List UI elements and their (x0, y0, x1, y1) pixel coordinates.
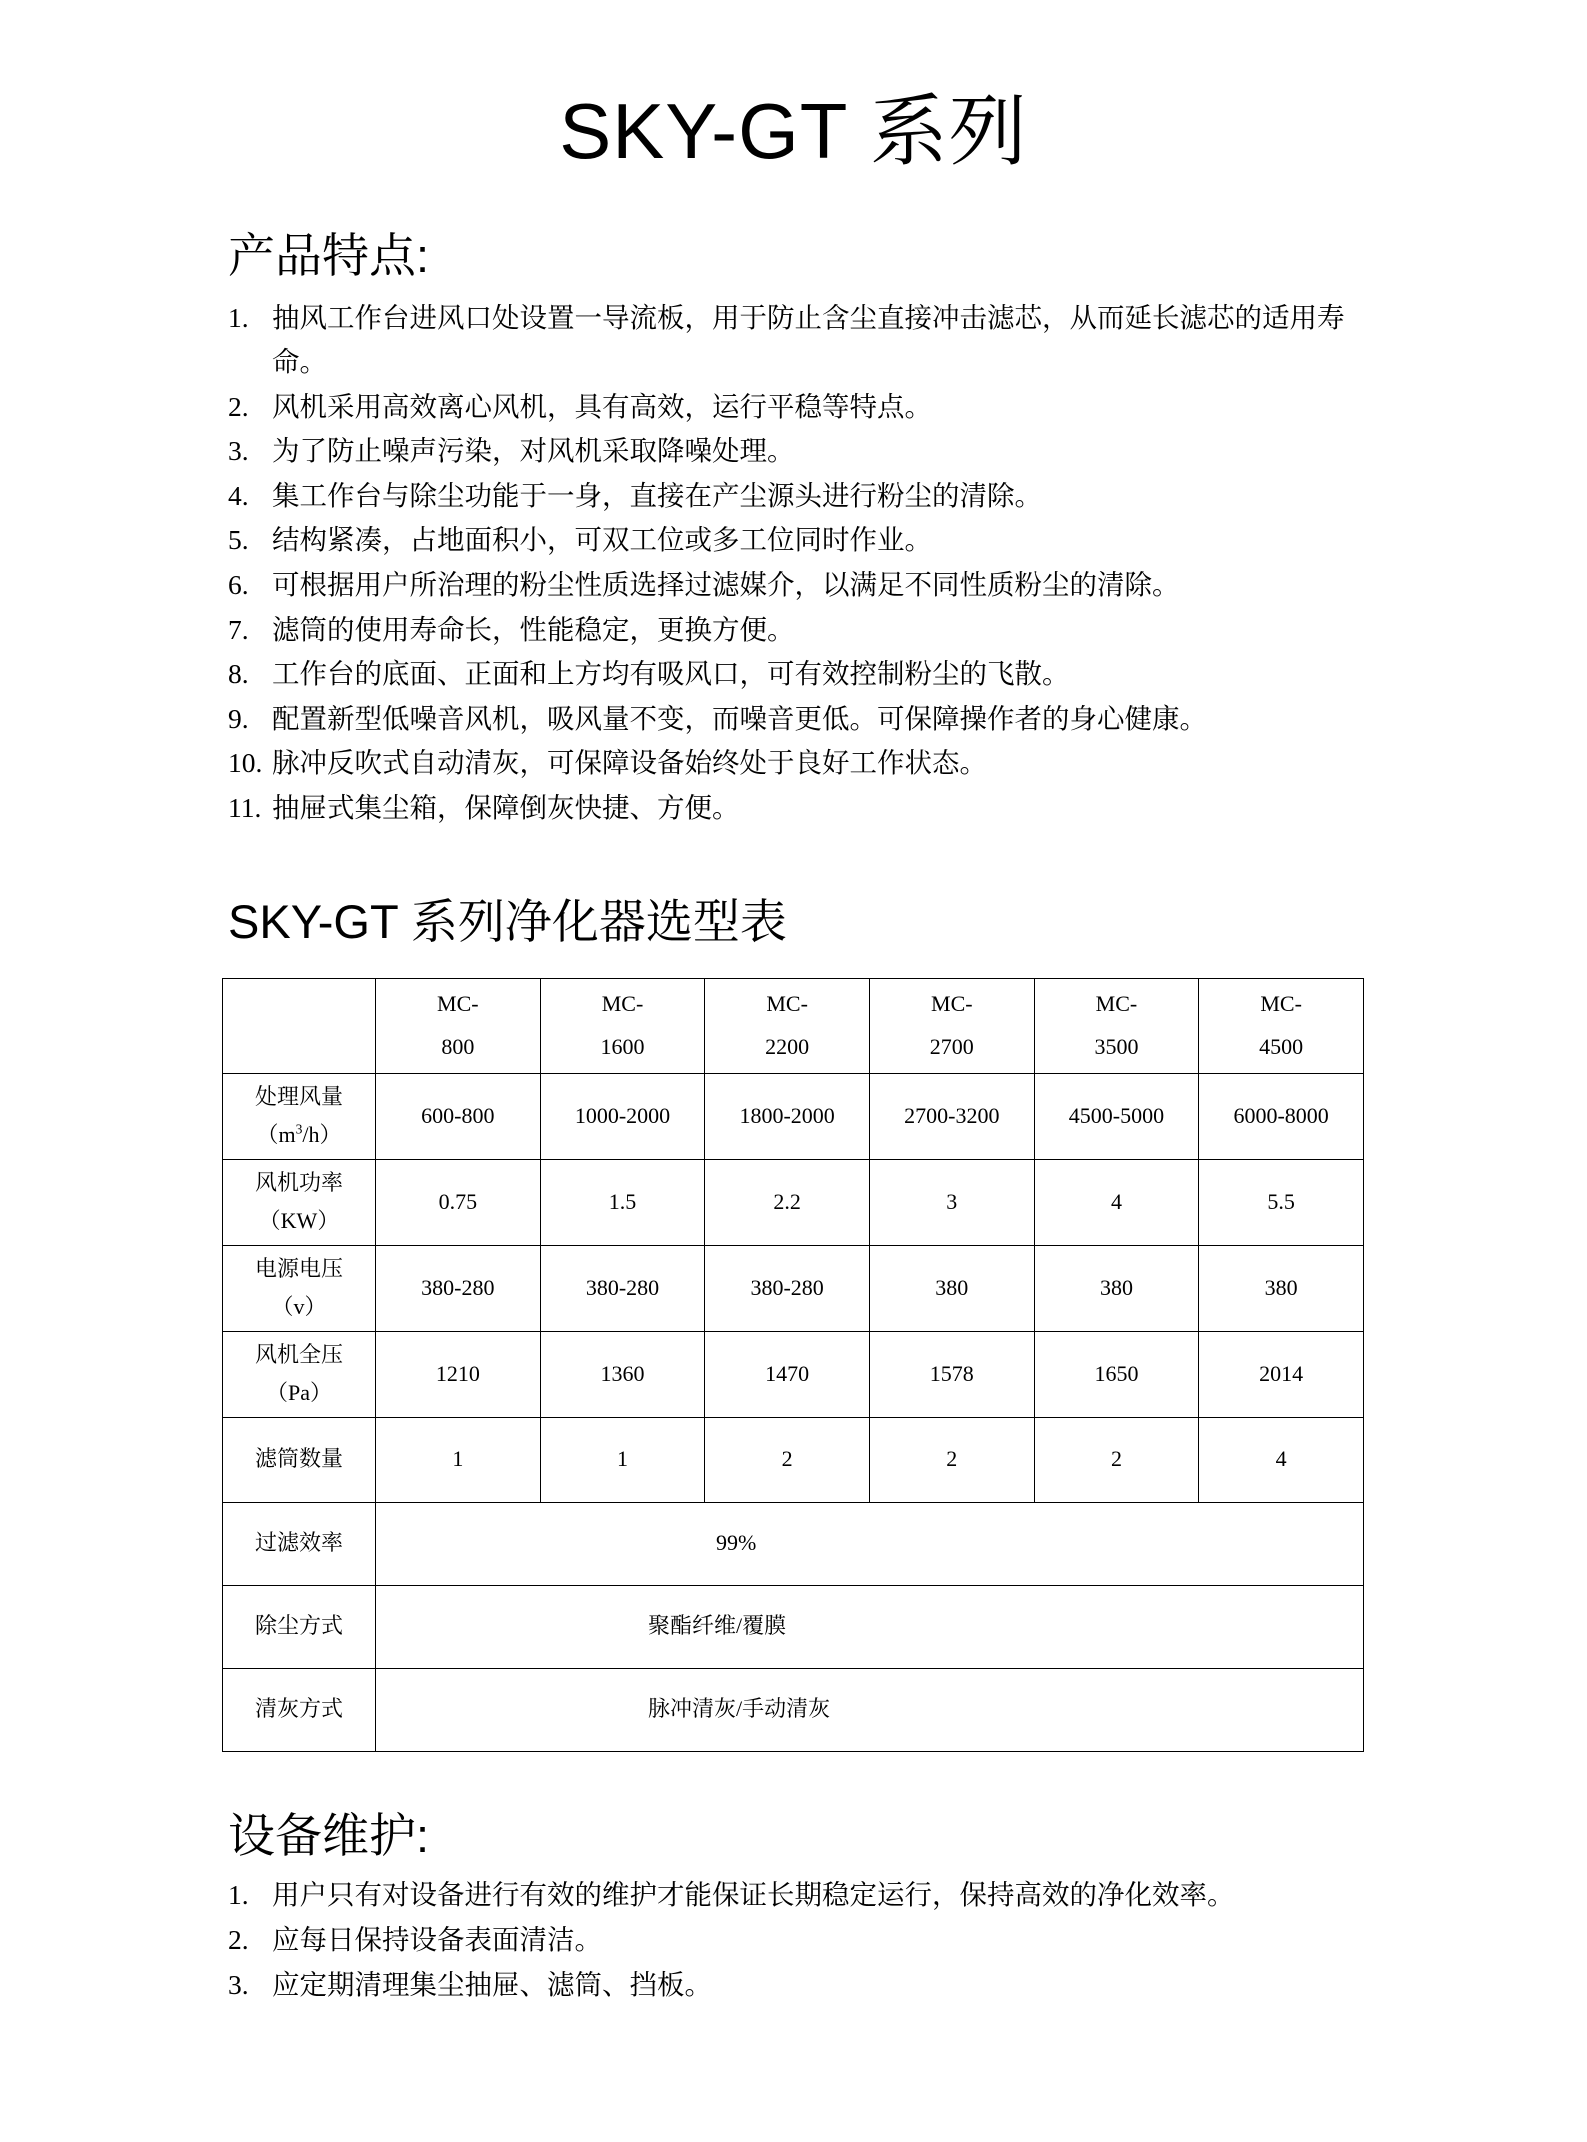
model-number: 2200 (765, 1033, 810, 1059)
feature-item-text: 工作台的底面、正面和上方均有吸风口，可有效控制粉尘的飞散。 (272, 658, 1070, 690)
table-cell: 600-800 (376, 1073, 541, 1159)
feature-item-number: 9. (228, 702, 249, 734)
spec-table-wrapper (0, 948, 1587, 1752)
table-merged-row (223, 1585, 1364, 1668)
feature-item (228, 385, 1587, 430)
feature-item-number: 1. (228, 301, 249, 333)
row-label-line1: 风机全压 (254, 1341, 343, 1367)
table-row-label (223, 1159, 376, 1245)
row-label-line2: $(m^3/h)$ (256, 1121, 342, 1148)
page-title: SKY-GT 系列 (559, 87, 1028, 175)
features-heading: 产品特点: (228, 229, 430, 282)
feature-item-text: 为了防止噪声污染，对风机采取降噪处理。 (272, 435, 795, 467)
maintenance-item (228, 1918, 1587, 1963)
maintenance-item-number: 3. (228, 1968, 249, 2000)
row-label-line1: 处理风量 (254, 1083, 343, 1109)
table-cell: 380 (1199, 1245, 1364, 1331)
model-number: 4500 (1259, 1033, 1304, 1059)
table-cell: 380 (1034, 1245, 1199, 1331)
table-cell: 4 (1199, 1417, 1364, 1502)
table-model-header (705, 978, 870, 1073)
table-row-label: 除尘方式 (223, 1585, 376, 1668)
table-row (223, 1073, 1364, 1159)
table-cell: 1800-2000 (705, 1073, 870, 1159)
table-cell: 0.75 (376, 1159, 541, 1245)
table-cell: 380 (869, 1245, 1034, 1331)
feature-item (228, 697, 1587, 742)
feature-item-number: 7. (228, 613, 249, 645)
feature-item-text: 抽风工作台进风口处设置一导流板，用于防止含尘直接冲击滤芯，从而延长滤芯的适用寿命。 (272, 301, 1345, 378)
table-cell: 2 (705, 1417, 870, 1502)
maintenance-item (228, 1963, 1587, 2008)
row-label-line1: 滤筒数量 (254, 1446, 343, 1472)
maintenance-heading: 设备维护: (228, 1808, 430, 1862)
model-prefix: MC- (931, 990, 973, 1016)
model-prefix: MC- (766, 990, 808, 1016)
table-merged-cell: 99% (376, 1502, 1364, 1585)
table-cell: 1360 (540, 1331, 705, 1417)
unit-superscript: 3 (295, 1121, 303, 1137)
table-row (223, 1417, 1364, 1502)
table-cell: 380-280 (705, 1245, 870, 1331)
table-cell: 380-280 (376, 1245, 541, 1331)
table-model-header (869, 978, 1034, 1073)
feature-item (228, 741, 1587, 786)
table-row-label: 过滤效率 (223, 1502, 376, 1585)
table-cell: 1470 (705, 1331, 870, 1417)
feature-item (228, 518, 1587, 563)
feature-item (228, 296, 1587, 385)
table-row-label: 清灰方式 (223, 1668, 376, 1751)
feature-item-text: 抽屉式集尘箱，保障倒灰快捷、方便。 (272, 791, 740, 823)
spec-table (222, 978, 1364, 1752)
table-merged-row (223, 1502, 1364, 1585)
table-row (223, 1159, 1364, 1245)
features-list (0, 282, 1587, 831)
model-number: 2700 (929, 1033, 974, 1059)
maintenance-item-text: 应定期清理集尘抽屉、滤筒、挡板。 (272, 1968, 712, 2000)
table-merged-row (223, 1668, 1364, 1751)
model-prefix: MC- (437, 990, 479, 1016)
model-prefix: MC- (1095, 990, 1138, 1016)
model-number: 3500 (1094, 1033, 1139, 1059)
feature-item (228, 786, 1587, 831)
table-row (223, 1245, 1364, 1331)
table-header-row (223, 978, 1364, 1073)
table-model-header (1034, 978, 1199, 1073)
table-cell: 4500-5000 (1034, 1073, 1199, 1159)
maintenance-item-text: 应每日保持设备表面清洁。 (272, 1923, 602, 1955)
feature-item-number: 8. (228, 658, 249, 690)
row-label-line2: （KW） (258, 1208, 340, 1234)
feature-item (228, 652, 1587, 697)
table-row-label (223, 1331, 376, 1417)
feature-item-text: 结构紧凑，占地面积小，可双工位或多工位同时作业。 (272, 524, 932, 556)
table-cell: 2 (869, 1417, 1034, 1502)
model-number: 1600 (600, 1033, 645, 1059)
feature-item-text: 风机采用高效离心风机，具有高效，运行平稳等特点。 (272, 390, 932, 422)
feature-item (228, 563, 1587, 608)
table-cell: 380-280 (540, 1245, 705, 1331)
table-cell: 4 (1034, 1159, 1199, 1245)
table-model-header (540, 978, 705, 1073)
table-cell: 2.2 (705, 1159, 870, 1245)
table-cell: 2014 (1199, 1331, 1364, 1417)
table-model-header (1199, 978, 1364, 1073)
table-cell: 1 (540, 1417, 705, 1502)
maintenance-list (0, 1861, 1587, 2007)
feature-item-text: 滤筒的使用寿命长，性能稳定，更换方便。 (272, 613, 795, 645)
feature-item-number: 11. (228, 791, 262, 823)
table-cell: 2700-3200 (869, 1073, 1034, 1159)
table-row-label (223, 1245, 376, 1331)
row-label-line2: （v） (271, 1294, 327, 1320)
feature-item-number: 2. (228, 390, 249, 422)
table-corner-cell (223, 978, 376, 1073)
table-cell: 1650 (1034, 1331, 1199, 1417)
table-merged-cell: 脉冲清灰/手动清灰 (376, 1668, 1364, 1751)
feature-item-number: 3. (228, 435, 249, 467)
feature-item (228, 608, 1587, 653)
feature-item-number: 6. (228, 568, 249, 600)
feature-item-number: 10. (228, 747, 263, 779)
feature-item (228, 474, 1587, 519)
maintenance-item-number: 2. (228, 1923, 249, 1955)
table-model-header (376, 978, 541, 1073)
feature-item-text: 脉冲反吹式自动清灰，可保障设备始终处于良好工作状态。 (272, 747, 987, 779)
table-cell: 1.5 (540, 1159, 705, 1245)
table-cell: 1578 (869, 1331, 1034, 1417)
row-label-line1: 电源电压 (254, 1255, 343, 1281)
model-prefix: MC- (1260, 990, 1302, 1016)
model-number: 800 (441, 1033, 475, 1059)
table-row-label (223, 1417, 376, 1502)
maintenance-item-text: 用户只有对设备进行有效的维护才能保证长期稳定运行，保持高效的净化效率。 (272, 1879, 1235, 1911)
table-cell: 6000-8000 (1199, 1073, 1364, 1159)
feature-item-number: 4. (228, 479, 249, 511)
table-row-label (223, 1073, 376, 1159)
feature-item-number: 5. (228, 524, 249, 556)
row-label-line2: （Pa） (265, 1380, 332, 1406)
feature-item-text: 配置新型低噪音风机，吸风量不变，而噪音更低。可保障操作者的身心健康。 (272, 702, 1207, 734)
table-cell: 1210 (376, 1331, 541, 1417)
table-heading: SKY-GT 系列净化器选型表 (228, 895, 787, 949)
table-cell: 1000-2000 (540, 1073, 705, 1159)
maintenance-item (228, 1873, 1587, 1918)
table-row (223, 1331, 1364, 1417)
feature-item-text: 集工作台与除尘功能于一身，直接在产尘源头进行粉尘的清除。 (272, 479, 1042, 511)
model-prefix: MC- (601, 990, 644, 1016)
feature-item-text: 可根据用户所治理的粉尘性质选择过滤媒介，以满足不同性质粉尘的清除。 (272, 568, 1180, 600)
table-cell: 3 (869, 1159, 1034, 1245)
table-cell: 2 (1034, 1417, 1199, 1502)
table-merged-cell: 聚酯纤维/覆膜 (376, 1585, 1364, 1668)
table-cell: 5.5 (1199, 1159, 1364, 1245)
table-cell: 1 (376, 1417, 541, 1502)
feature-item (228, 429, 1587, 474)
maintenance-item-number: 1. (228, 1879, 249, 1911)
row-label-line1: 风机功率 (254, 1169, 343, 1195)
